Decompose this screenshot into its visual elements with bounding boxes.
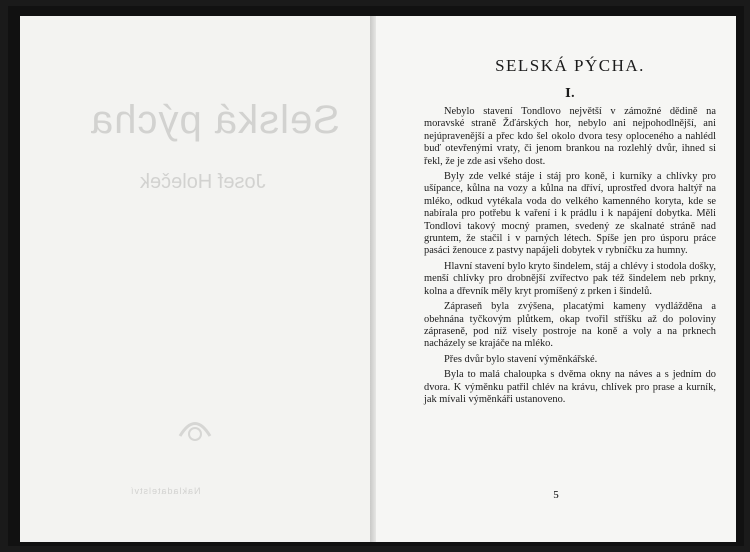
paragraph: Byly zde velké stáje i stáj pro koně, i kurníky a chlívky pro ušípance, kůlna na vozy a kůlna na dříví, uprostřed dvora haltýř na mléko, odkud vytékala voda do velkého kamenného koryta, kde se nabírala pro potřebu k vaření i k prádlu i k napájení dobytka. Měli Tondlovi takový mocný pramen, svedený ze skalnaté stráně nad gruntem, že stačil i v parných létech. Spíše jen pro úsporu práce pasáci ženouce z pastvy napájeli dobytek v rybníčku za humny. bbox=[424, 171, 716, 257]
paragraph: Zápraseň byla zvýšena, placatými kameny vydlážděna a obehnána tyčkovým plůtkem, okap tvořil stříšku až do poloviny zápraseně, pod níž visely postroje na koně a voly a na prknech nacházely se krajáče na mléko. bbox=[424, 301, 716, 350]
paragraph: Nebylo stavení Tondlovo největší v zámožné dědině na moravské straně Žďárských hor, nebylo ani nejpohodlnější, ani nejúpravenější a přec kdo šel okolo dvora tesy oploceného a nahlédl buď otevřenými vraty, či jenom brankou na rozlehlý dvůr, ihned si řekl, že je zde asi všeho dost. bbox=[424, 106, 716, 167]
show-through-publisher: Nakladatelství bbox=[130, 486, 201, 496]
paragraph: Hlavní stavení bylo kryto šindelem, stáj a chlévy i stodola došky, menší chlívky pro drobnější zvířectvo pak též šindelem neb prkny, kolna a dřevník měly kryt promíšený z prken i šindelů. bbox=[424, 260, 716, 297]
right-page bbox=[376, 16, 736, 542]
page-number: 5 bbox=[553, 489, 559, 501]
show-through-title: Selská pýcha bbox=[90, 98, 340, 142]
paragraph: Přes dvůr bylo stavení výměnkářské. bbox=[444, 353, 598, 365]
chapter-number: I. bbox=[565, 86, 575, 100]
paragraph: Byla to malá chaloupka s dvěma okny na náves a s jedním do dvora. K výměnku patřil chlév na krávu, chlívek pro prase a kurník, jak mívali výměnkáři ustanoveno. bbox=[424, 369, 716, 405]
story-title: SELSKÁ PÝCHA. bbox=[495, 56, 645, 75]
show-through-emblem bbox=[170, 406, 220, 446]
show-through-author: Josef Holeček bbox=[140, 171, 266, 193]
book-spread bbox=[8, 6, 744, 546]
left-page-blank bbox=[20, 16, 370, 542]
page-content bbox=[424, 56, 716, 409]
